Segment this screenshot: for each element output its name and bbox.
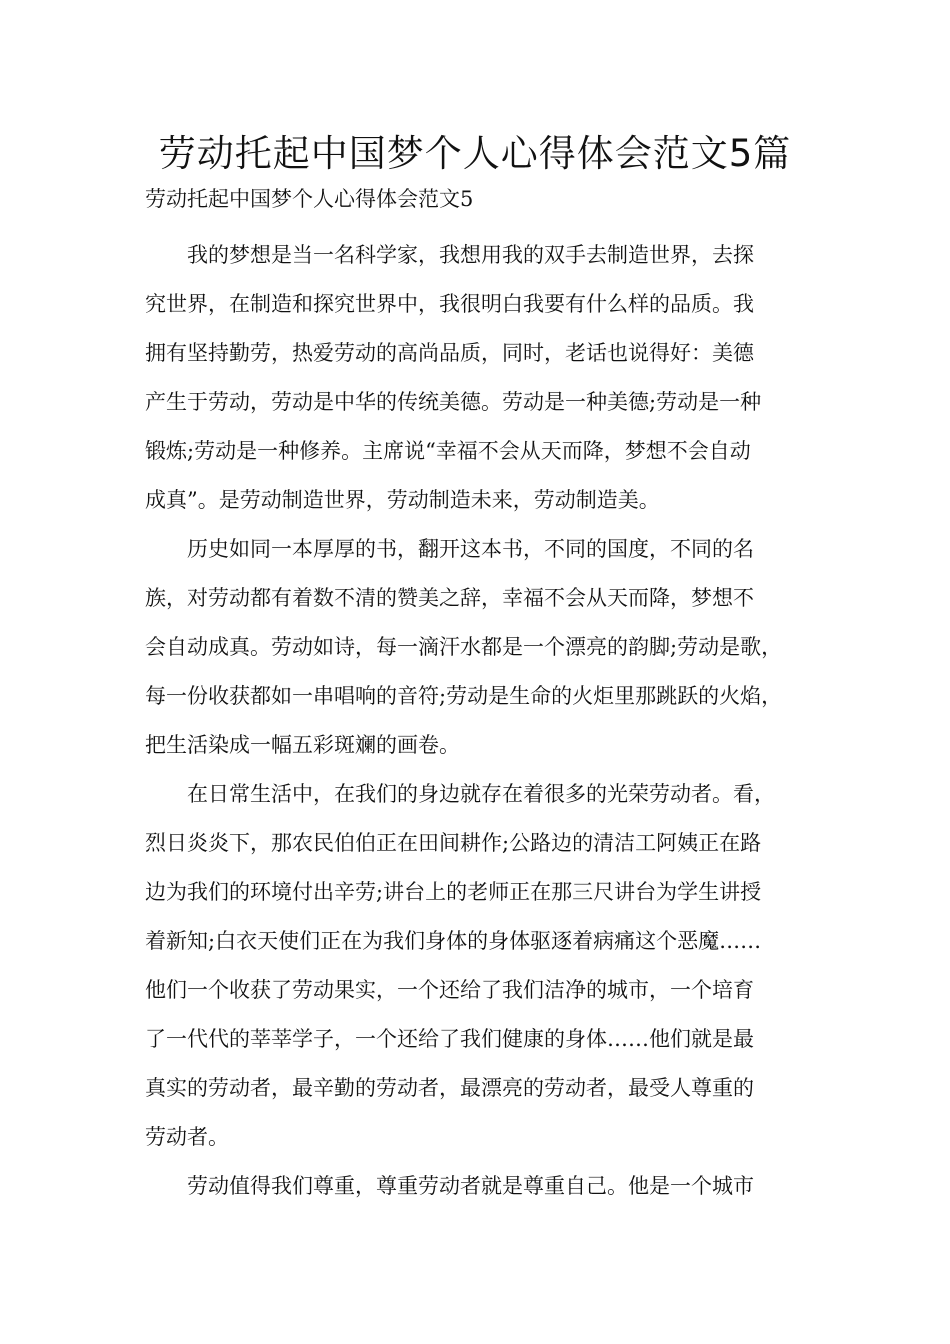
document-body bbox=[145, 231, 820, 1211]
text-line: 族，对劳动都有着数不清的赞美之辞，幸福不会从天而降，梦想不 bbox=[145, 586, 754, 610]
text-line: 我的梦想是当一名科学家，我想用我的双手去制造世界，去探 bbox=[187, 243, 754, 267]
text-line: 着新知;白衣天使们正在为我们身体的身体驱逐着病痛这个恶魔…… bbox=[145, 929, 762, 953]
text-line: 拥有坚持勤劳，热爱劳动的高尚品质，同时，老话也说得好：美德 bbox=[145, 341, 754, 365]
text-line: 成真”。是劳动制造世界，劳动制造未来，劳动制造美。 bbox=[145, 488, 660, 512]
text-line: 边为我们的环境付出辛劳;讲台上的老师正在那三尺讲台为学生讲授 bbox=[145, 880, 762, 904]
text-line: 每一份收获都如一串唱响的音符;劳动是生命的火炬里那跳跃的火焰， bbox=[145, 684, 783, 708]
text-line: 锻炼;劳动是一种修养。主席说“幸福不会从天而降，梦想不会自动 bbox=[145, 439, 751, 463]
text-line: 把生活染成一幅五彩斑斓的画卷。 bbox=[145, 733, 460, 757]
document-title: 劳动托起中国梦个人心得体会范文5篇 bbox=[158, 132, 792, 175]
paragraph bbox=[145, 1162, 820, 1211]
text-line: 劳动者。 bbox=[145, 1125, 229, 1149]
text-line: 会自动成真。劳动如诗，每一滴汗水都是一个漂亮的韵脚;劳动是歌， bbox=[145, 635, 783, 659]
text-line: 历史如同一本厚厚的书，翻开这本书，不同的国度，不同的名 bbox=[187, 537, 754, 561]
paragraph bbox=[145, 525, 820, 770]
paragraph bbox=[145, 770, 820, 1162]
text-line: 究世界，在制造和探究世界中，我很明白我要有什么样的品质。我 bbox=[145, 292, 754, 316]
text-line: 在日常生活中，在我们的身边就存在着很多的光荣劳动者。看， bbox=[187, 782, 775, 806]
text-line: 他们一个收获了劳动果实，一个还给了我们洁净的城市，一个培育 bbox=[145, 978, 754, 1002]
document-subtitle: 劳动托起中国梦个人心得体会范文5 bbox=[145, 187, 474, 211]
text-line: 产生于劳动，劳动是中华的传统美德。劳动是一种美德;劳动是一种 bbox=[145, 390, 762, 414]
text-line: 劳动值得我们尊重，尊重劳动者就是尊重自己。他是一个城市 bbox=[187, 1174, 754, 1198]
text-line: 烈日炎炎下，那农民伯伯正在田间耕作;公路边的清洁工阿姨正在路 bbox=[145, 831, 762, 855]
text-line: 了一代代的莘莘学子，一个还给了我们健康的身体……他们就是最 bbox=[145, 1027, 754, 1051]
text-line: 真实的劳动者，最辛勤的劳动者，最漂亮的劳动者，最受人尊重的 bbox=[145, 1076, 754, 1100]
paragraph bbox=[145, 231, 820, 525]
